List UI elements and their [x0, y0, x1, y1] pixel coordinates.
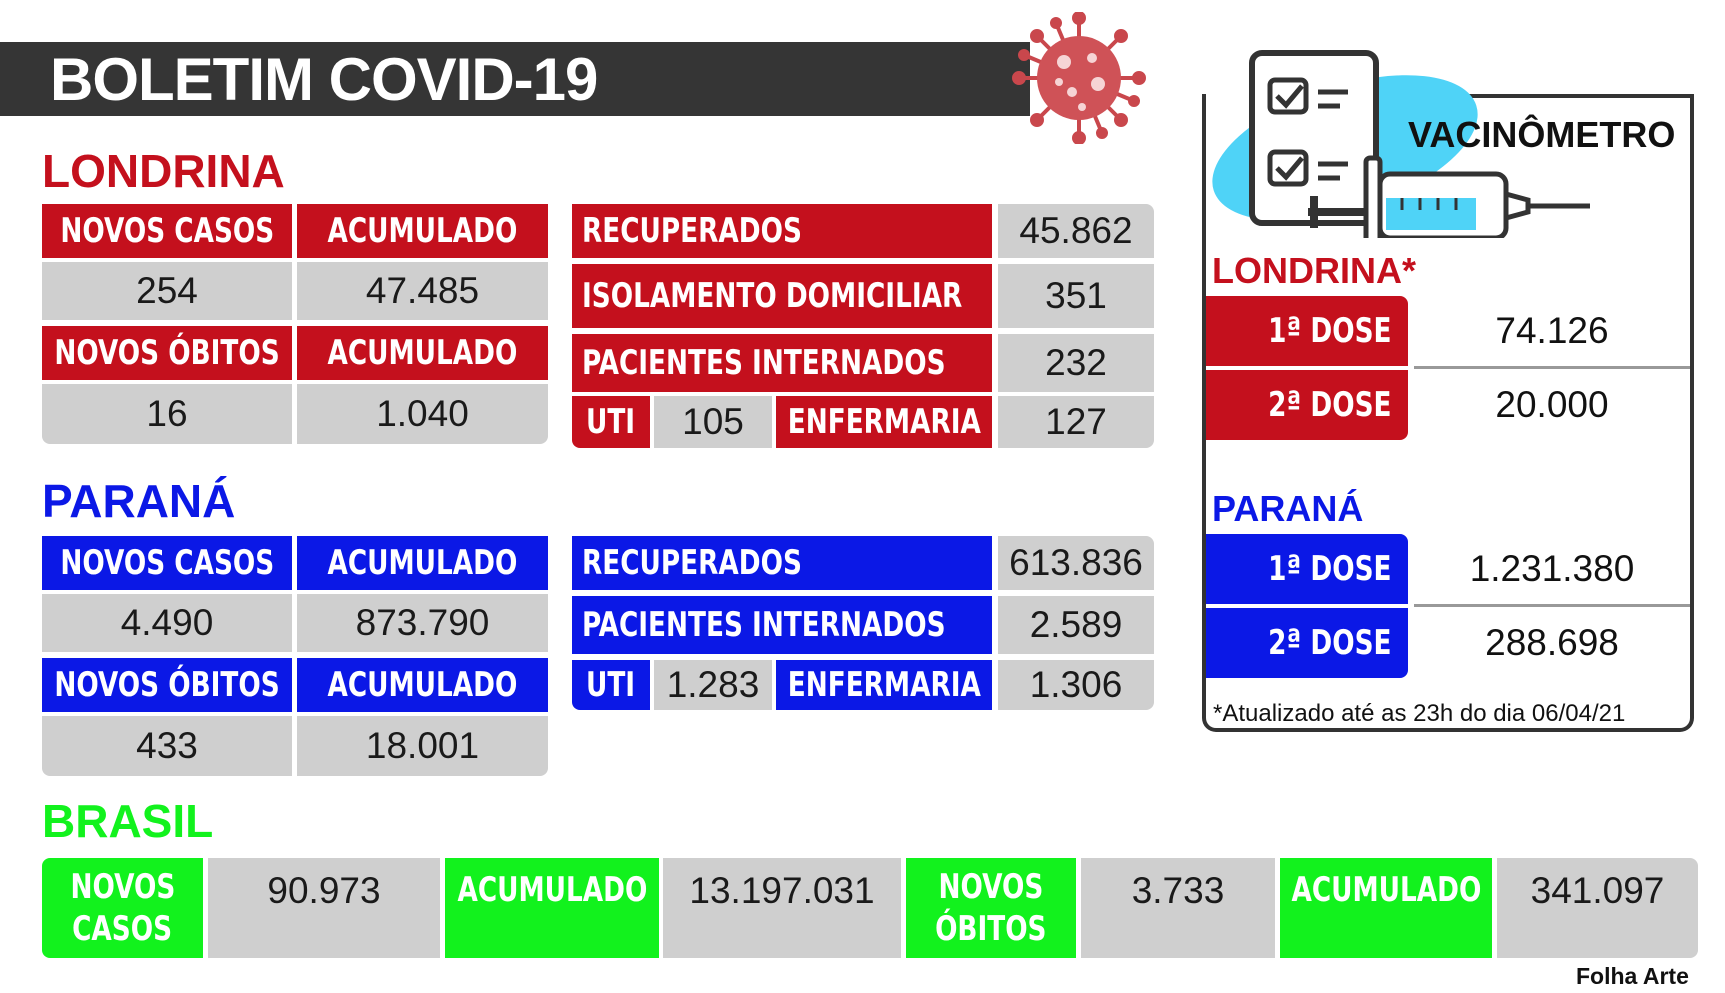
vac-londrina-title: LONDRINA* [1212, 250, 1416, 291]
parana-recuperados-value: 613.836 [998, 536, 1154, 590]
londrina-acumulado-obitos-value: 1.040 [297, 384, 548, 444]
londrina-acumulado-casos-value: 47.485 [297, 262, 548, 320]
brasil-acumulado-casos-label: ACUMULADO [445, 858, 659, 958]
londrina-recuperados-value: 45.862 [998, 204, 1154, 258]
londrina-title: LONDRINA [42, 145, 285, 197]
parana-novos-obitos-value: 433 [42, 716, 292, 776]
page-title: BOLETIM COVID-19 [50, 45, 598, 113]
parana-acumulado-casos-header: ACUMULADO [297, 536, 548, 590]
londrina-novos-casos-value: 254 [42, 262, 292, 320]
londrina-uti-label: UTI [572, 396, 650, 448]
brasil-title: BRASIL [42, 795, 214, 847]
vac-divider [1414, 366, 1690, 369]
vac-londrina-dose2-value: 20.000 [1495, 384, 1609, 425]
parana-enfermaria-label: ENFERMARIA [776, 660, 992, 710]
londrina-isolamento-value: 351 [998, 264, 1154, 328]
londrina-enfermaria-value: 127 [998, 396, 1154, 448]
londrina-novos-obitos-value: 16 [42, 384, 292, 444]
londrina-isolamento-label: ISOLAMENTO DOMICILIAR [572, 264, 992, 328]
vac-londrina-dose2-label: 2ª DOSE [1206, 370, 1408, 440]
update-note: *Atualizado até as 23h do dia 06/04/21 [1213, 700, 1626, 727]
parana-internados-value: 2.589 [998, 596, 1154, 654]
brasil-novos-casos-value: 90.973 [208, 858, 440, 958]
vacinometro-title: VACINÔMETRO [1408, 114, 1676, 155]
parana-recuperados-label: RECUPERADOS [572, 536, 992, 590]
vac-parana-dose1-value: 1.231.380 [1469, 548, 1635, 589]
brasil-novos-obitos-label: NOVOS ÓBITOS [906, 858, 1076, 958]
vac-divider [1414, 604, 1690, 607]
parana-acumulado-casos-value: 873.790 [297, 594, 548, 652]
londrina-novos-obitos-header: NOVOS ÓBITOS [42, 326, 292, 380]
parana-enfermaria-value: 1.306 [998, 660, 1154, 710]
credit: Folha Arte [1576, 963, 1689, 989]
vac-parana-title: PARANÁ [1212, 488, 1364, 529]
vac-parana-dose2-value: 288.698 [1485, 622, 1619, 663]
londrina-internados-value: 232 [998, 334, 1154, 392]
parana-acumulado-obitos-header: ACUMULADO [297, 658, 548, 712]
londrina-uti-value: 105 [654, 396, 772, 448]
parana-uti-value: 1.283 [654, 660, 772, 710]
londrina-recuperados-label: RECUPERADOS [572, 204, 992, 258]
parana-uti-label: UTI [572, 660, 650, 710]
londrina-internados-label: PACIENTES INTERNADOS [572, 334, 992, 392]
londrina-enfermaria-label: ENFERMARIA [776, 396, 992, 448]
brasil-acumulado-casos-value: 13.197.031 [663, 858, 901, 958]
londrina-novos-casos-header: NOVOS CASOS [42, 204, 292, 258]
parana-internados-label: PACIENTES INTERNADOS [572, 596, 992, 654]
brasil-novos-obitos-value: 3.733 [1081, 858, 1275, 958]
vac-parana-dose2-label: 2ª DOSE [1206, 608, 1408, 678]
brasil-acumulado-obitos-label: ACUMULADO [1280, 858, 1492, 958]
parana-novos-casos-value: 4.490 [42, 594, 292, 652]
brasil-acumulado-obitos-value: 341.097 [1497, 858, 1698, 958]
londrina-acumulado-obitos-header: ACUMULADO [297, 326, 548, 380]
vac-londrina-dose1-label: 1ª DOSE [1206, 296, 1408, 366]
londrina-acumulado-casos-header: ACUMULADO [297, 204, 548, 258]
parana-acumulado-obitos-value: 18.001 [297, 716, 548, 776]
parana-novos-obitos-header: NOVOS ÓBITOS [42, 658, 292, 712]
parana-title: PARANÁ [42, 475, 236, 527]
vac-londrina-dose1-value: 74.126 [1495, 310, 1609, 351]
virus-icon [1012, 12, 1146, 144]
brasil-novos-casos-label: NOVOS CASOS [42, 858, 203, 958]
vac-parana-dose1-label: 1ª DOSE [1206, 534, 1408, 604]
parana-novos-casos-header: NOVOS CASOS [42, 536, 292, 590]
